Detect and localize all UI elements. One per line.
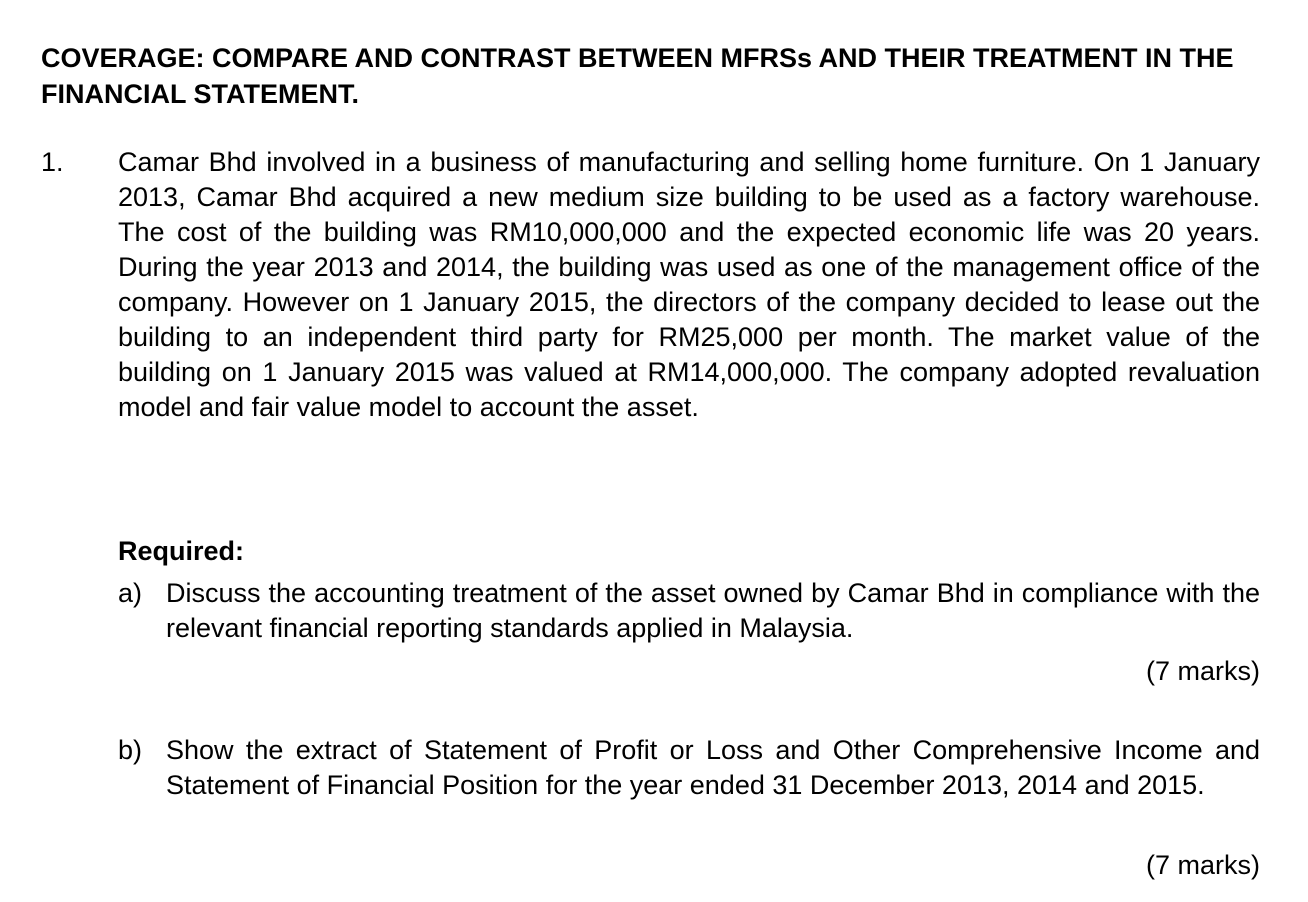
part-b-letter: b) [118,735,143,765]
question-number: 1. [41,147,64,177]
part-b-text: Show the extract of Statement of Profit or Loss and Other Comprehensive Income and Statement of Financial Position for the year ended 31 December 2013, 2014 and 2015. [166,735,1260,800]
question-body: Camar Bhd involved in a business of manufacturing and selling home furniture. On 1 January 2013, Camar Bhd acquired a new medium size building to be used as a factory warehouse. The cost of the building was RM10,000,000 and the expected economic life was 20 years. During the year 2013 and 2014, the building was used as one of the management office of the company. However on 1 January 2015, the directors of the company decided to lease out the building to an independent third party for RM25,000 per month. The market value of the building on 1 January 2015 was valued at RM14,000,000. The company adopted revaluation model and fair value model to account the asset. [118,147,1260,422]
part-a-letter: a) [118,578,143,608]
part-a-marks: (7 marks) [1146,656,1260,686]
coverage-heading: COVERAGE: COMPARE AND CONTRAST BETWEEN MFRSs AND THEIR TREATMENT IN THE FINANCIAL STATEMENT. [41,43,1234,109]
required-label: Required: [118,536,245,566]
part-b-marks: (7 marks) [1146,850,1260,880]
part-a-text: Discuss the accounting treatment of the asset owned by Camar Bhd in compliance with the relevant financial reporting standards applied in Malaysia. [166,578,1260,643]
